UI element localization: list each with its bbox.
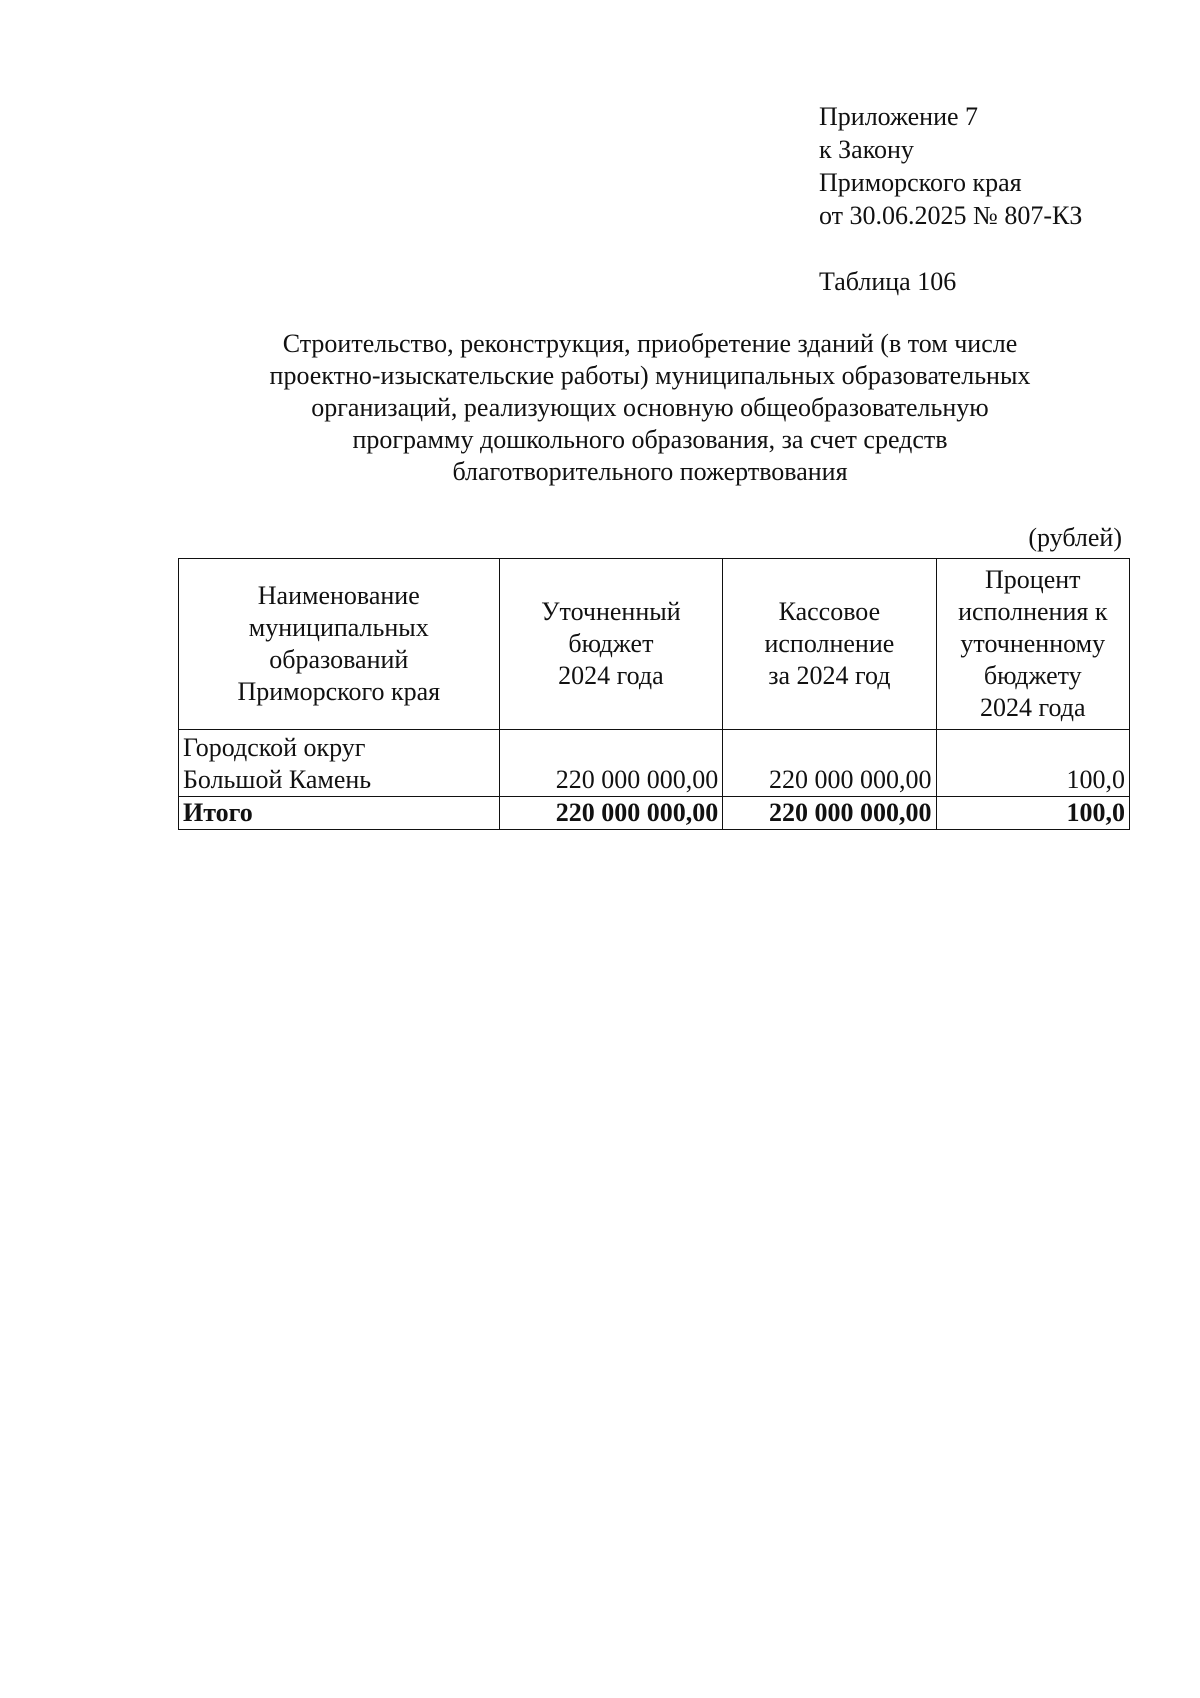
cell-budget: 220 000 000,00 (499, 730, 723, 797)
title-line: программу дошкольного образования, за счет средств (352, 425, 948, 454)
title-line: благотворительного пожертвования (452, 457, 848, 486)
title-line: организаций, реализующих основную общеобразовательную (311, 393, 989, 422)
total-label: Итого (179, 797, 500, 830)
cell-percent: 100,0 (936, 730, 1129, 797)
unit-label: (рублей) (1028, 523, 1122, 552)
title-line: проектно-изыскательские работы) муниципальных образовательных (269, 361, 1031, 390)
header-line: 2024 года (558, 661, 664, 690)
document-title (200, 328, 1100, 488)
header-line: исполнение (764, 629, 895, 658)
header-line: за 2024 год (768, 661, 891, 690)
annex-line: Приложение 7 (819, 102, 979, 131)
total-percent: 100,0 (936, 797, 1129, 830)
cell-execution: 220 000 000,00 (723, 730, 936, 797)
header-line: муниципальных (248, 613, 429, 642)
header-line: Уточненный (541, 597, 681, 626)
annex-line: к Закону (819, 135, 914, 164)
total-budget: 220 000 000,00 (499, 797, 723, 830)
header-line: Процент (985, 565, 1081, 594)
header-line: бюджет (568, 629, 654, 658)
header-execution (723, 559, 936, 730)
table-number: Таблица 106 (819, 267, 957, 296)
cell-line: Городской округ (183, 733, 366, 762)
header-line: Приморского края (237, 677, 441, 706)
table-row (179, 730, 1130, 797)
title-line: Строительство, реконструкция, приобретение зданий (в том числе (282, 329, 1018, 358)
header-line: образований (269, 645, 409, 674)
table-header-row (179, 559, 1130, 730)
cell-line: Большой Камень (183, 765, 372, 794)
header-line: 2024 года (979, 693, 1086, 722)
header-line: Наименование (257, 581, 420, 610)
annex-line: Приморского края (819, 168, 1022, 197)
header-line: Кассовое (778, 597, 881, 626)
header-line: бюджету (983, 661, 1082, 690)
cell-municipality (179, 730, 500, 797)
header-budget (499, 559, 723, 730)
header-line: исполнения к (958, 597, 1108, 626)
header-municipality (179, 559, 500, 730)
table-total-row (179, 797, 1130, 830)
header-line: уточненному (960, 629, 1106, 658)
total-execution: 220 000 000,00 (723, 797, 936, 830)
budget-table (178, 558, 1130, 830)
header-percent (936, 559, 1129, 730)
annex-block (819, 100, 1082, 232)
annex-line: от 30.06.2025 № 807-КЗ (819, 201, 1083, 230)
